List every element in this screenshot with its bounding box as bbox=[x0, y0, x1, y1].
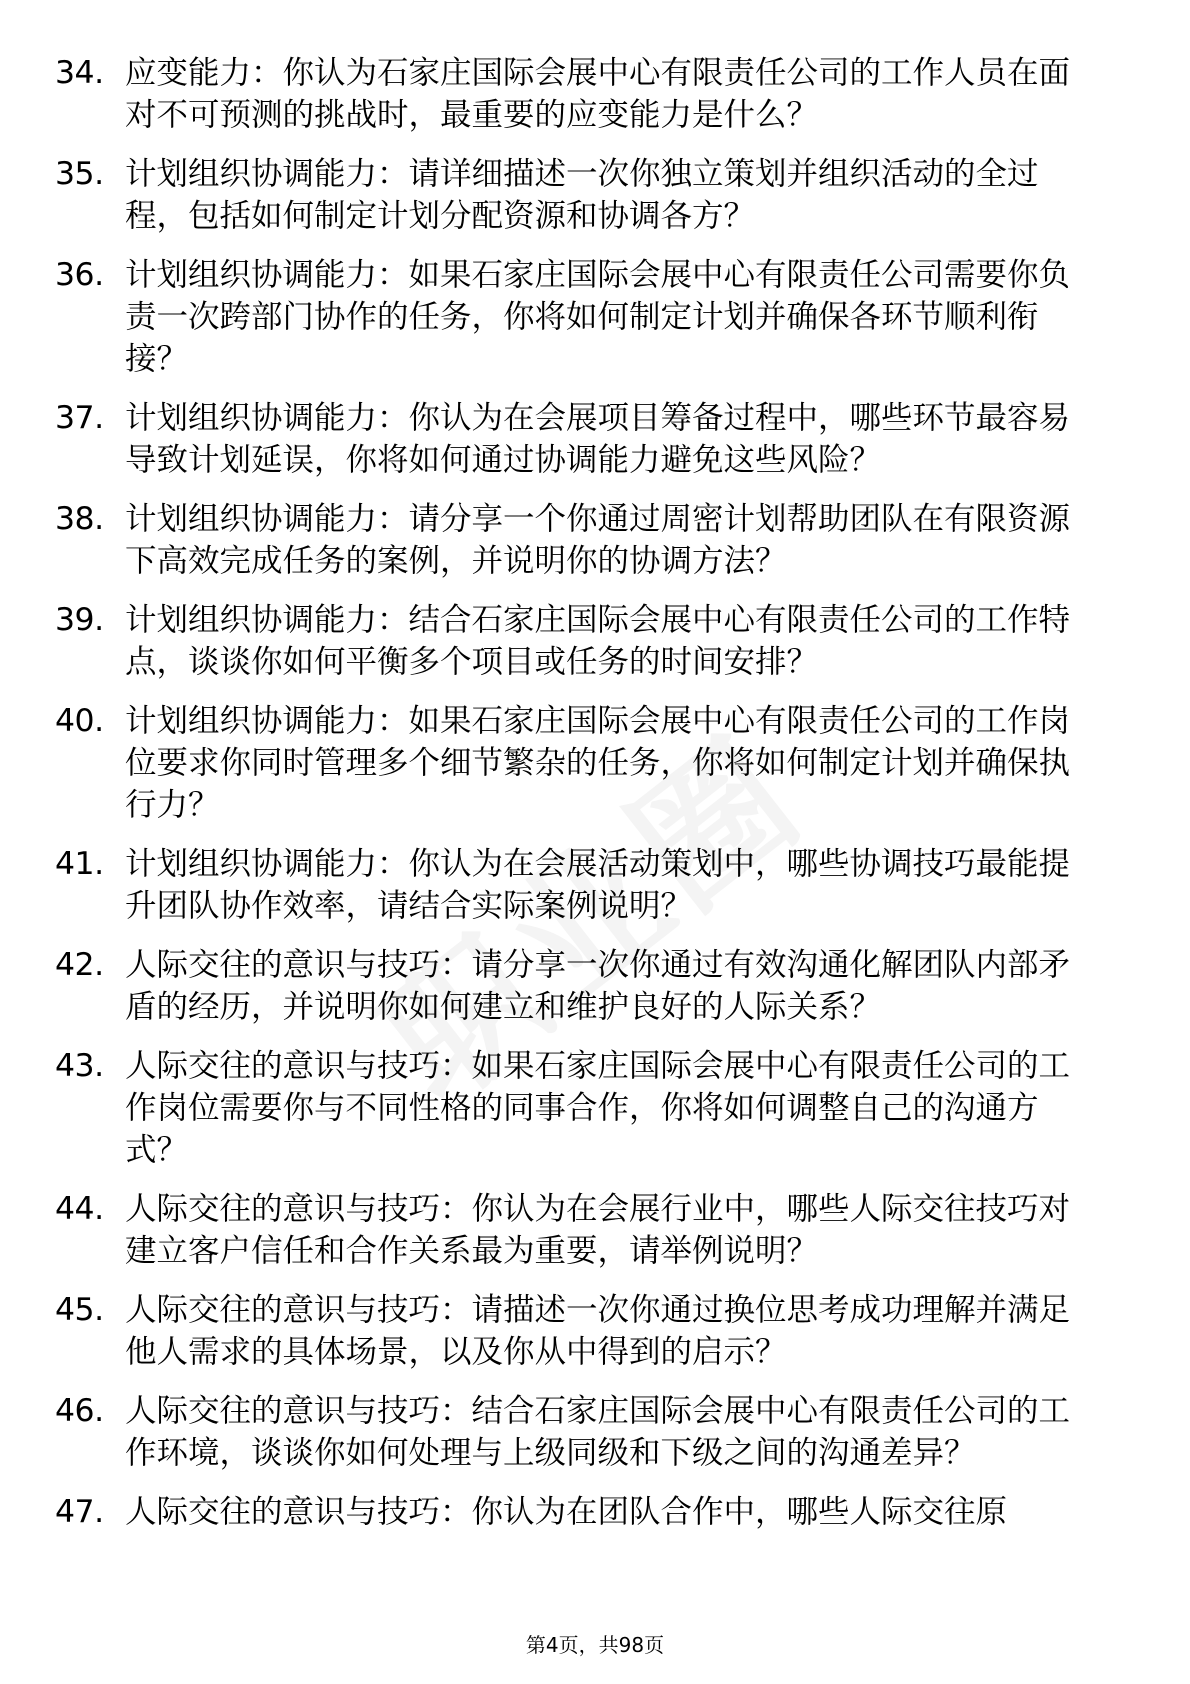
question-number: 47. bbox=[55, 1494, 104, 1530]
question-number: 41. bbox=[55, 846, 104, 882]
question-text: 人际交往的意识与技巧：你认为在会展行业中，哪些人际交往技巧对建立客户信任和合作关系最为重要，请举例说明？ bbox=[125, 1191, 1071, 1269]
question-number: 35. bbox=[55, 156, 104, 192]
question-list bbox=[0, 52, 1190, 1550]
list-item bbox=[0, 1390, 1190, 1474]
question-number: 43. bbox=[55, 1048, 104, 1084]
question-text: 应变能力：你认为石家庄国际会展中心有限责任公司的工作人员在面对不可预测的挑战时，最重要的应变能力是什么？ bbox=[125, 55, 1071, 133]
list-item bbox=[0, 1289, 1190, 1373]
question-text: 人际交往的意识与技巧：结合石家庄国际会展中心有限责任公司的工作环境，谈谈你如何处理与上级同级和下级之间的沟通差异？ bbox=[125, 1393, 1071, 1471]
question-text: 人际交往的意识与技巧：请分享一次你通过有效沟通化解团队内部矛盾的经历，并说明你如何建立和维护良好的人际关系？ bbox=[125, 947, 1071, 1025]
list-item bbox=[0, 397, 1190, 481]
list-item bbox=[0, 1491, 1190, 1533]
question-number: 37. bbox=[55, 400, 104, 436]
question-number: 40. bbox=[55, 703, 104, 739]
question-text: 计划组织协调能力：请详细描述一次你独立策划并组织活动的全过程，包括如何制定计划分配资源和协调各方？ bbox=[125, 156, 1039, 234]
list-item bbox=[0, 1045, 1190, 1171]
question-number: 44. bbox=[55, 1191, 104, 1227]
question-text: 计划组织协调能力：如果石家庄国际会展中心有限责任公司需要你负责一次跨部门协作的任务，你将如何制定计划并确保各环节顺利衔接？ bbox=[125, 257, 1071, 377]
question-text: 人际交往的意识与技巧：如果石家庄国际会展中心有限责任公司的工作岗位需要你与不同性格的同事合作，你将如何调整自己的沟通方式？ bbox=[125, 1048, 1071, 1168]
question-number: 46. bbox=[55, 1393, 104, 1429]
list-item bbox=[0, 843, 1190, 927]
list-item bbox=[0, 944, 1190, 1028]
list-item bbox=[0, 52, 1190, 136]
question-number: 42. bbox=[55, 947, 104, 983]
question-text: 计划组织协调能力：请分享一个你通过周密计划帮助团队在有限资源下高效完成任务的案例，并说明你的协调方法？ bbox=[125, 501, 1071, 579]
question-text: 计划组织协调能力：结合石家庄国际会展中心有限责任公司的工作特点，谈谈你如何平衡多个项目或任务的时间安排？ bbox=[125, 602, 1071, 680]
list-item bbox=[0, 153, 1190, 237]
question-number: 38. bbox=[55, 501, 104, 537]
question-text: 计划组织协调能力：你认为在会展活动策划中，哪些协调技巧最能提升团队协作效率，请结合实际案例说明？ bbox=[125, 846, 1071, 924]
question-number: 36. bbox=[55, 257, 104, 293]
list-item bbox=[0, 599, 1190, 683]
list-item bbox=[0, 1188, 1190, 1272]
question-number: 39. bbox=[55, 602, 104, 638]
page-footer: 第4页，共98页 bbox=[525, 1633, 665, 1657]
question-text: 计划组织协调能力：你认为在会展项目筹备过程中，哪些环节最容易导致计划延误，你将如何通过协调能力避免这些风险？ bbox=[125, 400, 1071, 478]
list-item bbox=[0, 498, 1190, 582]
list-item bbox=[0, 254, 1190, 380]
question-text: 人际交往的意识与技巧：请描述一次你通过换位思考成功理解并满足他人需求的具体场景，以及你从中得到的启示？ bbox=[125, 1292, 1071, 1370]
question-text: 人际交往的意识与技巧：你认为在团队合作中，哪些人际交往原 bbox=[125, 1494, 1008, 1530]
question-number: 45. bbox=[55, 1292, 104, 1328]
list-item bbox=[0, 700, 1190, 826]
question-text: 计划组织协调能力：如果石家庄国际会展中心有限责任公司的工作岗位要求你同时管理多个细节繁杂的任务，你将如何制定计划并确保执行力？ bbox=[125, 703, 1071, 823]
question-number: 34. bbox=[55, 55, 104, 91]
